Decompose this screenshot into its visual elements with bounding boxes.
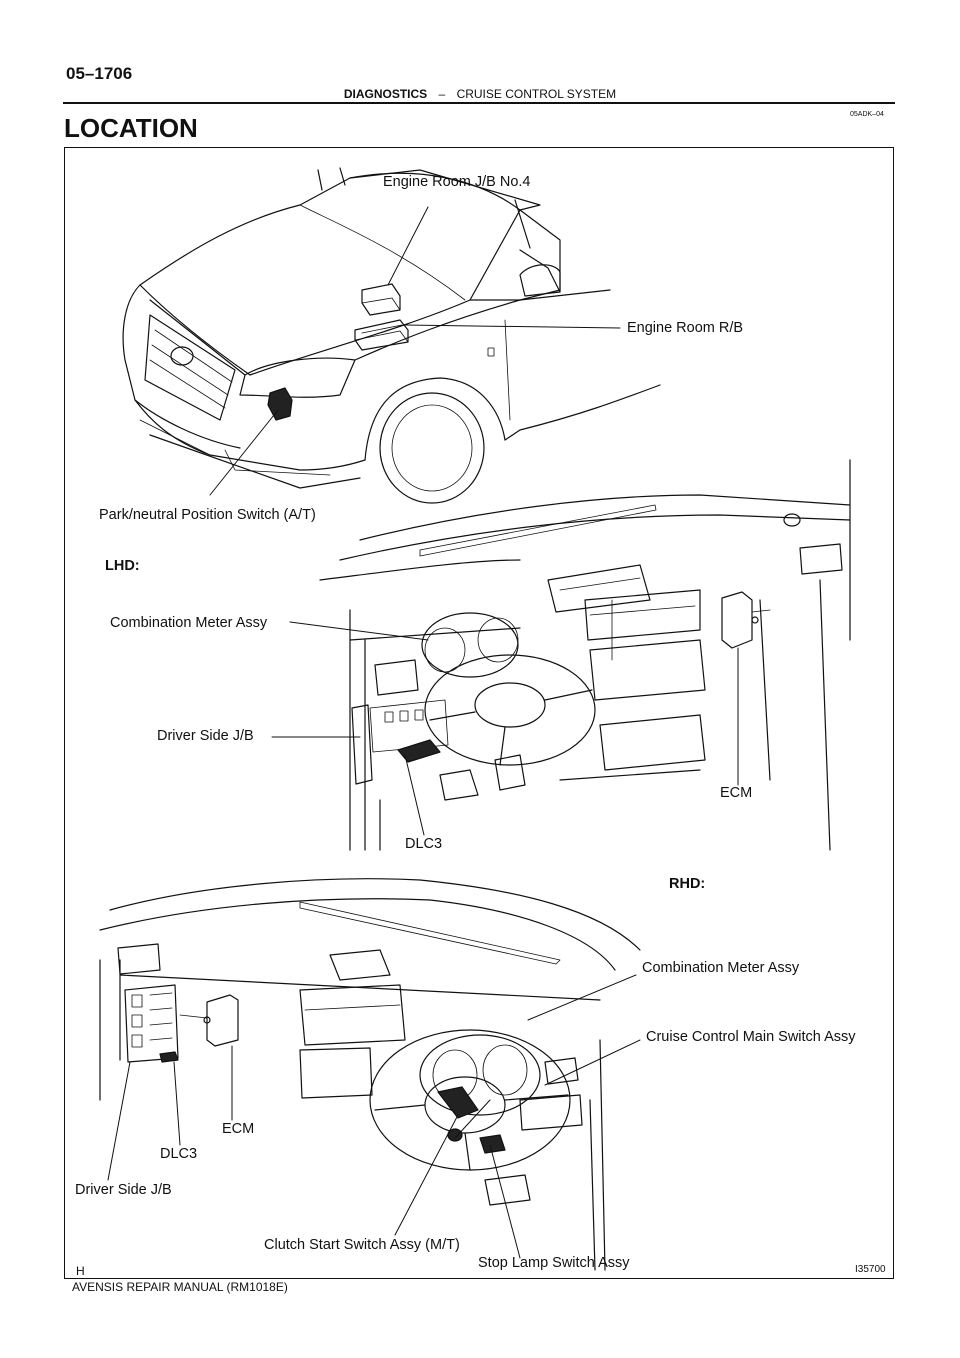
section-title: LOCATION [64,113,198,143]
lhd-label-driver-side-jb: Driver Side J/B [157,728,254,744]
label-park-neutral-switch: Park/neutral Position Switch (A/T) [99,507,316,523]
rhd-label-dlc3: DLC3 [160,1146,198,1162]
doc-code: 05ADK–04 [850,111,884,118]
corner-mark: H [76,1264,85,1278]
figure-code: I35700 [855,1264,886,1275]
page-number: 05–1706 [66,64,133,83]
lhd-label-ecm: ECM [720,785,753,801]
rhd-label-clutch-start-switch: Clutch Start Switch Assy (M/T) [264,1237,460,1253]
label-engine-room-jb4: Engine Room J/B No.4 [383,174,531,190]
rhd-label-combination-meter: Combination Meter Assy [642,960,800,976]
label-engine-room-rb: Engine Room R/B [627,320,744,336]
rhd-heading: RHD: [669,876,706,892]
header-separator: – [438,87,446,101]
lhd-label-combination-meter: Combination Meter Assy [110,615,268,631]
header-section: DIAGNOSTICS [343,87,428,101]
lhd-label-dlc3: DLC3 [405,836,443,852]
rhd-dashboard-drawing [100,879,640,1270]
lhd-heading: LHD: [105,558,140,574]
header-subsection: CRUISE CONTROL SYSTEM [456,87,617,101]
lhd-dashboard-drawing [272,460,850,850]
rhd-label-ecm: ECM [222,1121,255,1137]
rhd-label-cruise-main-switch: Cruise Control Main Switch Assy [646,1029,856,1045]
car-drawing [123,168,660,503]
rhd-label-stop-lamp-switch: Stop Lamp Switch Assy [478,1255,630,1271]
rhd-label-driver-side-jb: Driver Side J/B [75,1182,172,1198]
footer-manual: AVENSIS REPAIR MANUAL (RM1018E) [72,1280,288,1294]
